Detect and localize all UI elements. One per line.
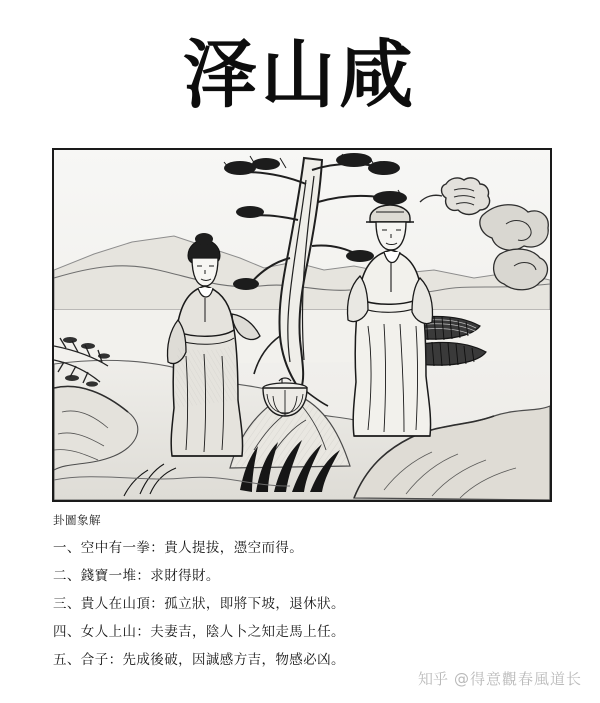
watermark xyxy=(418,668,582,689)
zhihu-logo-icon: 知乎 xyxy=(417,670,448,688)
watermark-author: @得意觀春風道长 xyxy=(453,670,582,688)
caption-line-5: 五、合子：先成後破，因誠感方吉，物感必凶。 xyxy=(53,652,345,668)
caption-line-4: 四、女人上山：夫妻吉，陰人卜之知走馬上任。 xyxy=(53,624,345,640)
illustration-frame xyxy=(52,148,552,502)
caption-line-1: 一、空中有一拳：貴人提拔，憑空而得。 xyxy=(53,540,304,556)
page-title: 泽山咸 xyxy=(183,32,417,118)
caption-heading: 卦圖象解 xyxy=(53,513,101,527)
illustration-artwork xyxy=(54,150,550,500)
caption-line-2: 二、錢寶一堆：求財得財。 xyxy=(53,568,220,584)
caption-line-3: 三、貴人在山頂：孤立狀，即將下坡，退休狀。 xyxy=(53,596,345,612)
caption-block xyxy=(53,512,553,674)
